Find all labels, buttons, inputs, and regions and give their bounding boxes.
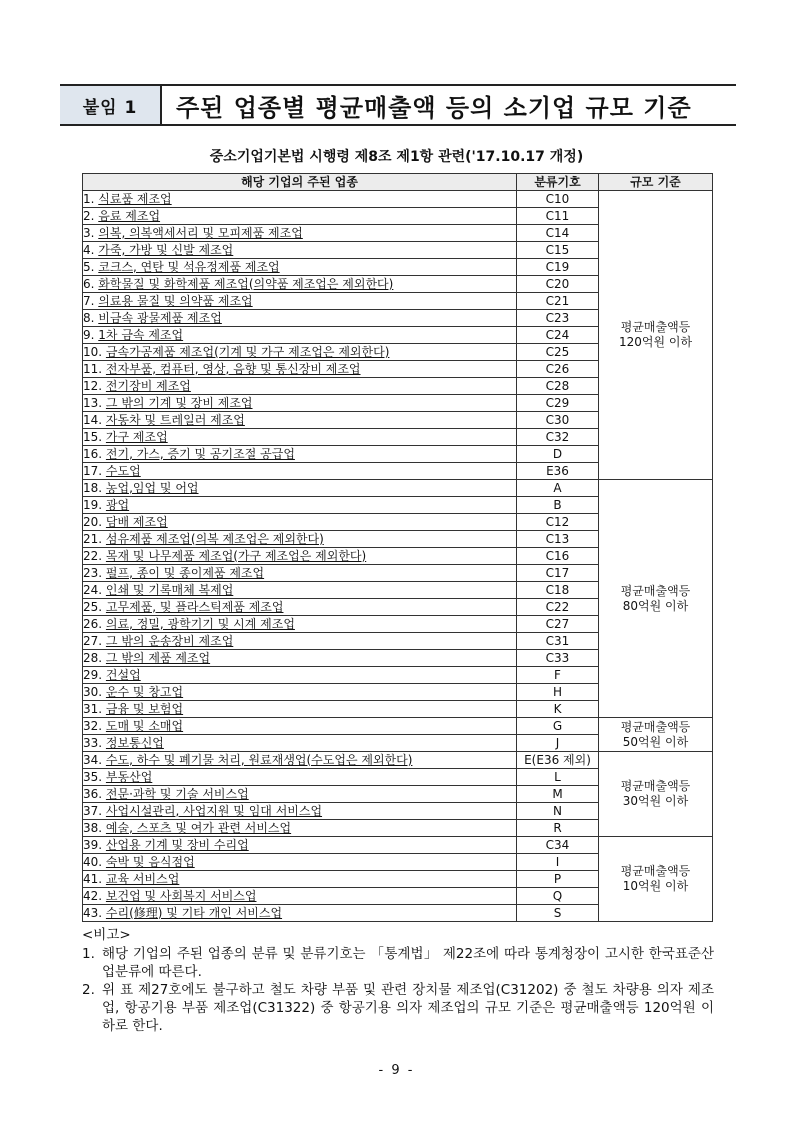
industry-name: 음료 제조업 — [98, 208, 161, 223]
row-number: 9. — [83, 327, 95, 342]
industry-cell — [83, 225, 517, 242]
classification-code: C25 — [517, 344, 599, 361]
classification-code: P — [517, 871, 599, 888]
size-criterion-line: 10억원 이하 — [622, 879, 689, 893]
row-number: 12. — [83, 378, 103, 393]
industry-cell — [83, 905, 517, 922]
industry-cell — [83, 242, 517, 259]
size-criterion — [599, 752, 713, 837]
classification-code: E(E36 제외) — [517, 752, 599, 769]
remarks-title: <비고> — [82, 927, 131, 943]
row-number: 6. — [83, 276, 95, 291]
classification-code: H — [517, 684, 599, 701]
industry-cell — [83, 752, 517, 769]
industry-name: 목재 및 나무제품 제조업(가구 제조업은 제외한다) — [105, 548, 367, 563]
classification-code: C15 — [517, 242, 599, 259]
title-box — [60, 84, 736, 126]
classification-code: C18 — [517, 582, 599, 599]
note-2 — [82, 981, 714, 1035]
industry-name: 의복, 의복액세서리 및 모피제품 제조업 — [98, 225, 303, 240]
industry-cell — [83, 684, 517, 701]
industry-name: 광업 — [105, 497, 130, 512]
classification-code: B — [517, 497, 599, 514]
industry-cell — [83, 650, 517, 667]
industry-name: 교육 서비스업 — [105, 871, 180, 886]
size-criterion — [599, 718, 713, 752]
industry-cell — [83, 327, 517, 344]
classification-code: D — [517, 446, 599, 463]
row-number: 10. — [83, 344, 103, 359]
industry-cell — [83, 667, 517, 684]
industry-cell — [83, 480, 517, 497]
classification-code: C11 — [517, 208, 599, 225]
classification-code: G — [517, 718, 599, 735]
page-number: - 9 - — [378, 1063, 415, 1078]
attachment-label: 붙임 1 — [60, 86, 162, 124]
table-row — [83, 718, 713, 735]
industry-name: 의료용 물질 및 의약품 제조업 — [98, 293, 253, 308]
industry-name: 그 밖의 운송장비 제조업 — [105, 633, 234, 648]
industry-name: 화학물질 및 화학제품 제조업(의약품 제조업은 제외한다) — [98, 276, 394, 291]
row-number: 28. — [83, 650, 103, 665]
row-number: 13. — [83, 395, 103, 410]
classification-code: F — [517, 667, 599, 684]
classification-code: J — [517, 735, 599, 752]
table-row — [83, 837, 713, 854]
row-number: 35. — [83, 769, 103, 784]
size-criterion-line: 평균매출액등 — [620, 320, 691, 334]
classification-code: C12 — [517, 514, 599, 531]
industry-cell — [83, 820, 517, 837]
industry-name: 가죽, 가방 및 신발 제조업 — [98, 242, 234, 257]
classification-code: N — [517, 803, 599, 820]
classification-code: C13 — [517, 531, 599, 548]
classification-code: C20 — [517, 276, 599, 293]
industry-cell — [83, 514, 517, 531]
row-number: 38. — [83, 820, 103, 835]
industry-name: 부동산업 — [105, 769, 153, 784]
classification-code: C27 — [517, 616, 599, 633]
industry-cell — [83, 208, 517, 225]
classification-code: S — [517, 905, 599, 922]
size-criterion — [599, 191, 713, 480]
industry-name: 운수 및 창고업 — [105, 684, 184, 699]
row-number: 31. — [83, 701, 103, 716]
row-number: 14. — [83, 412, 103, 427]
row-number: 20. — [83, 514, 103, 529]
industry-name: 보건업 및 사회복지 서비스업 — [105, 888, 257, 903]
note-number: 1. — [82, 946, 95, 962]
industry-cell — [83, 854, 517, 871]
row-number: 25. — [83, 599, 103, 614]
industry-cell — [83, 633, 517, 650]
classification-code: C33 — [517, 650, 599, 667]
row-number: 27. — [83, 633, 103, 648]
industry-cell — [83, 718, 517, 735]
row-number: 17. — [83, 463, 103, 478]
row-number: 23. — [83, 565, 103, 580]
row-number: 19. — [83, 497, 103, 512]
row-number: 29. — [83, 667, 103, 682]
industry-cell — [83, 293, 517, 310]
header-industry: 해당 기업의 주된 업종 — [83, 174, 517, 191]
size-criterion — [599, 480, 713, 718]
row-number: 16. — [83, 446, 103, 461]
industry-name: 금속가공제품 제조업(기계 및 가구 제조업은 제외한다) — [105, 344, 390, 359]
industry-name: 전기, 가스, 증기 및 공기조절 공급업 — [105, 446, 295, 461]
industry-cell — [83, 378, 517, 395]
industry-name: 숙박 및 음식점업 — [105, 854, 195, 869]
industry-name: 농업,임업 및 어업 — [105, 480, 199, 495]
industry-name: 담배 제조업 — [105, 514, 168, 529]
industry-cell — [83, 463, 517, 480]
row-number: 43. — [83, 905, 103, 920]
classification-code: C16 — [517, 548, 599, 565]
document-title: 주된 업종별 평균매출액 등의 소기업 규모 기준 — [176, 93, 692, 122]
remarks — [82, 926, 714, 1035]
industry-name: 자동차 및 트레일러 제조업 — [105, 412, 245, 427]
note-1 — [82, 945, 714, 981]
classification-code: C23 — [517, 310, 599, 327]
table-row — [83, 480, 713, 497]
industry-cell — [83, 701, 517, 718]
row-number: 40. — [83, 854, 103, 869]
industry-cell — [83, 888, 517, 905]
industry-name: 산업용 기계 및 장비 수리업 — [105, 837, 249, 852]
industry-cell — [83, 565, 517, 582]
row-number: 34. — [83, 752, 103, 767]
row-number: 4. — [83, 242, 95, 257]
industry-name: 수도, 하수 및 폐기물 처리, 원료재생업(수도업은 제외한다) — [105, 752, 413, 767]
industry-name: 그 밖의 제품 제조업 — [105, 650, 211, 665]
row-number: 22. — [83, 548, 103, 563]
classification-code: C26 — [517, 361, 599, 378]
industry-cell — [83, 837, 517, 854]
subtitle: 중소기업기본법 시행령 제8조 제1항 관련('17.10.17 개정) — [209, 149, 584, 165]
industry-name: 1차 금속 제조업 — [98, 327, 184, 342]
classification-code: C29 — [517, 395, 599, 412]
industry-name: 예술, 스포츠 및 여가 관련 서비스업 — [105, 820, 292, 835]
classification-code: C34 — [517, 837, 599, 854]
industry-name: 인쇄 및 기록매체 복제업 — [105, 582, 234, 597]
industry-cell — [83, 582, 517, 599]
classification-code: L — [517, 769, 599, 786]
classification-code: C31 — [517, 633, 599, 650]
row-number: 32. — [83, 718, 103, 733]
industry-cell — [83, 259, 517, 276]
industry-cell — [83, 276, 517, 293]
classification-code: C22 — [517, 599, 599, 616]
size-criterion-line: 80억원 이하 — [622, 598, 689, 613]
size-criterion-line: 평균매출액등 — [620, 583, 691, 598]
classification-code: A — [517, 480, 599, 497]
table-row — [83, 752, 713, 769]
industry-name: 가구 제조업 — [105, 429, 168, 444]
size-criterion-line: 평균매출액등 — [620, 779, 691, 793]
industry-name: 정보통신업 — [105, 735, 164, 750]
industry-cell — [83, 310, 517, 327]
industry-name: 비금속 광물제품 제조업 — [98, 310, 222, 325]
row-number: 33. — [83, 735, 103, 750]
industry-name: 수도업 — [105, 463, 141, 478]
industry-name: 코크스, 연탄 및 석유정제품 제조업 — [98, 259, 280, 274]
industry-name: 전자부품, 컴퓨터, 영상, 음향 및 통신장비 제조업 — [105, 361, 361, 376]
industry-name: 전문·과학 및 기술 서비스업 — [105, 786, 249, 801]
row-number: 24. — [83, 582, 103, 597]
header-code: 분류기호 — [517, 174, 599, 191]
row-number: 11. — [83, 361, 103, 376]
industry-name: 식료품 제조업 — [98, 191, 172, 206]
industry-name: 전기장비 제조업 — [105, 378, 191, 393]
classification-code: C19 — [517, 259, 599, 276]
classification-code: C28 — [517, 378, 599, 395]
classification-code: R — [517, 820, 599, 837]
row-number: 42. — [83, 888, 103, 903]
industry-cell — [83, 735, 517, 752]
industry-name: 그 밖의 기계 및 장비 제조업 — [105, 395, 253, 410]
row-number: 21. — [83, 531, 103, 546]
industry-cell — [83, 786, 517, 803]
row-number: 18. — [83, 480, 103, 495]
size-criterion-line: 평균매출액등 — [620, 719, 691, 734]
row-number: 3. — [83, 225, 95, 240]
classification-code: C32 — [517, 429, 599, 446]
industry-cell — [83, 548, 517, 565]
note-number: 2. — [82, 982, 95, 998]
size-criterion — [599, 837, 713, 922]
industry-cell — [83, 871, 517, 888]
industry-name: 도매 및 소매업 — [105, 718, 184, 733]
table-header-row — [83, 174, 713, 191]
size-criteria-table — [82, 173, 713, 922]
industry-cell — [83, 446, 517, 463]
note-text: 해당 기업의 주된 업종의 분류 및 분류기호는 「통계법」 제22조에 따라 통계청장이 고시한 한국표준산업분류에 따른다. — [102, 946, 714, 980]
industry-cell — [83, 344, 517, 361]
industry-cell — [83, 599, 517, 616]
classification-code: E36 — [517, 463, 599, 480]
classification-code: C17 — [517, 565, 599, 582]
row-number: 1. — [83, 191, 95, 206]
industry-cell — [83, 412, 517, 429]
industry-name: 금융 및 보험업 — [105, 701, 184, 716]
industry-cell — [83, 803, 517, 820]
table-row — [83, 191, 713, 208]
size-criterion-line: 50억원 이하 — [622, 734, 689, 749]
row-number: 36. — [83, 786, 103, 801]
industry-cell — [83, 531, 517, 548]
classification-code: C24 — [517, 327, 599, 344]
industry-cell — [83, 769, 517, 786]
size-criterion-line: 120억원 이하 — [618, 335, 693, 349]
classification-code: M — [517, 786, 599, 803]
industry-cell — [83, 497, 517, 514]
industry-name: 섬유제품 제조업(의복 제조업은 제외한다) — [105, 531, 324, 546]
size-criterion-line: 평균매출액등 — [620, 864, 691, 878]
industry-cell — [83, 616, 517, 633]
row-number: 15. — [83, 429, 103, 444]
industry-name: 사업시설관리, 사업지원 및 임대 서비스업 — [105, 803, 323, 818]
industry-cell — [83, 429, 517, 446]
industry-cell — [83, 395, 517, 412]
industry-name: 펄프, 종이 및 종이제품 제조업 — [105, 565, 265, 580]
classification-code: I — [517, 854, 599, 871]
industry-name: 수리(修理) 및 기타 개인 서비스업 — [105, 905, 283, 920]
classification-code: C30 — [517, 412, 599, 429]
row-number: 2. — [83, 208, 95, 223]
header-size: 규모 기준 — [599, 174, 713, 191]
industry-cell — [83, 191, 517, 208]
classification-code: Q — [517, 888, 599, 905]
classification-code: C21 — [517, 293, 599, 310]
industry-name: 고무제품, 및 플라스틱제품 제조업 — [105, 599, 284, 614]
row-number: 39. — [83, 837, 103, 852]
industry-cell — [83, 361, 517, 378]
classification-code: C14 — [517, 225, 599, 242]
row-number: 5. — [83, 259, 95, 274]
note-text: 위 표 제27호에도 불구하고 철도 차량 부품 및 관련 장치물 제조업(C31202) 중 철도 차량용 의자 제조업, 항공기용 부품 제조업(C31322) 중 항공기용 의자 제조업의 규모 기준은 평균매출액등 120억원 이하로 한다. — [102, 982, 714, 1034]
row-number: 41. — [83, 871, 103, 886]
size-criterion-line: 30억원 이하 — [622, 794, 689, 808]
industry-name: 건설업 — [105, 667, 141, 682]
row-number: 7. — [83, 293, 95, 308]
row-number: 30. — [83, 684, 103, 699]
industry-name: 의료, 정밀, 광학기기 및 시계 제조업 — [105, 616, 295, 631]
table-body — [83, 191, 713, 922]
classification-code: K — [517, 701, 599, 718]
row-number: 26. — [83, 616, 103, 631]
classification-code: C10 — [517, 191, 599, 208]
row-number: 8. — [83, 310, 95, 325]
row-number: 37. — [83, 803, 103, 818]
